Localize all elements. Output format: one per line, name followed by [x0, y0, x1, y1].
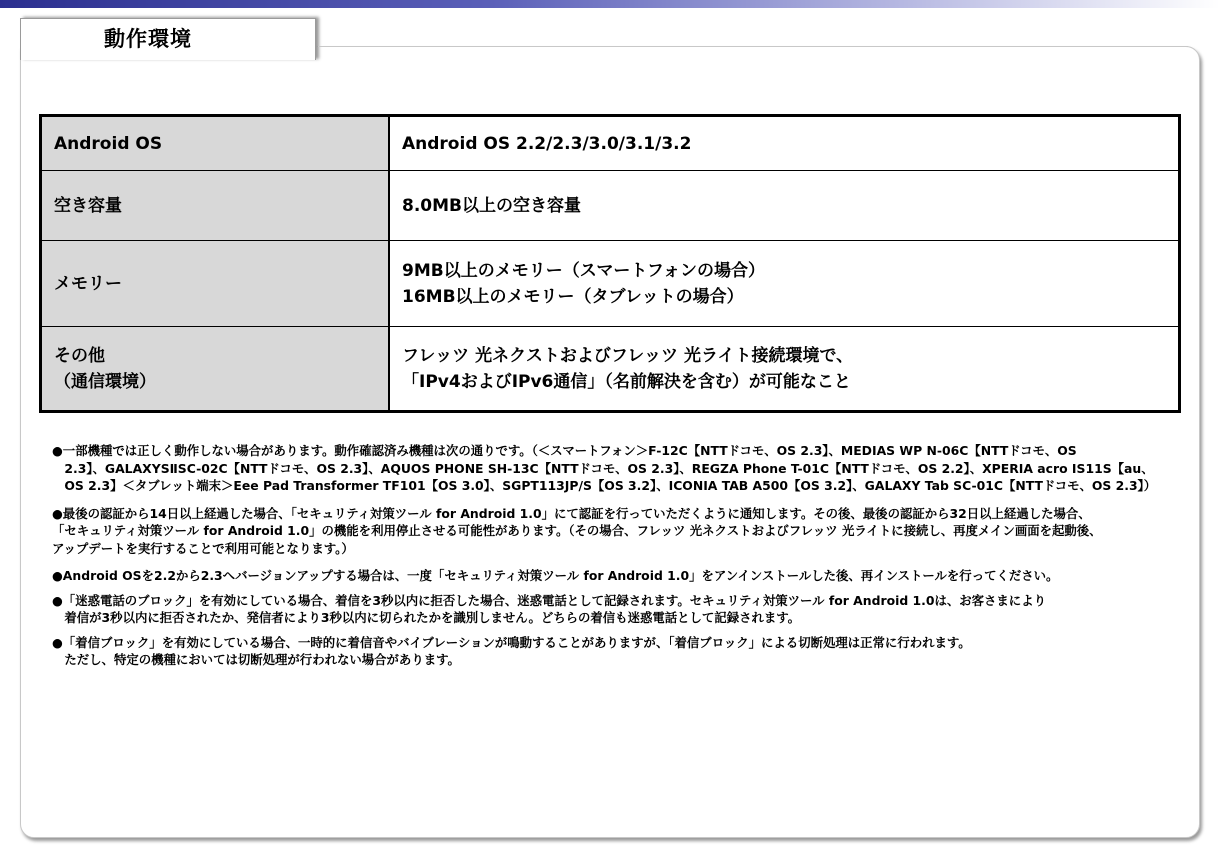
row-value-memory: 9MB以上のメモリー（スマートフォンの場合） 16MB以上のメモリー（タブレットの場合）: [389, 241, 1180, 327]
table-row: [41, 327, 1180, 412]
row-label-other: その他 （通信環境）: [41, 327, 390, 412]
top-gradient-bar: [0, 0, 1220, 8]
row-label-memory: メモリー: [41, 241, 390, 327]
note-nuisance-call-block: ●「迷惑電話のブロック」を有効にしている場合、着信を3秒以内に拒否した場合、迷惑電話として記録されます。セキュリティ対策ツール for Android 1.0は、お客さまにより 着信が3秒以内に拒否されたか、発信者により3秒以内に切られたかを識別しません。どちらの着信も迷惑電話として記録されます。: [52, 592, 1046, 625]
notes-list: [52, 442, 1192, 676]
row-value-storage: 8.0MB以上の空き容量: [389, 171, 1180, 241]
title-tab: [20, 18, 316, 60]
row-value-os: Android OS 2.2/2.3/3.0/3.1/3.2: [389, 116, 1180, 171]
row-value-other: フレッツ 光ネクストおよびフレッツ 光ライト接続環境で、 「IPv4およびIPv6通信」（名前解決を含む）が可能なこと: [389, 327, 1180, 412]
note-version-upgrade: ●Android OSを2.2から2.3へバージョンアップする場合は、一度「セキュリティ対策ツール for Android 1.0」をアンインストールした後、再インストールを行ってください。: [52, 568, 1059, 583]
row-label-storage: 空き容量: [41, 171, 390, 241]
spec-table: [39, 114, 1181, 413]
divider: [318, 46, 1188, 47]
table-row: [41, 116, 1180, 171]
note-authentication: ●最後の認証から14日以上経過した場合、「セキュリティ対策ツール for Android 1.0」にて認証を行っていただくように通知します。その後、最後の認証から32日以上経過した場合、 「セキュリティ対策ツール for Android 1.0」の機能を利用停止させる可能性があります。（その場合、フレッツ 光ネクストおよびフレッツ 光ライトに接続し、再度メイン画面を起動後、 アップデートを実行することで利用可能となります。）: [52, 505, 1102, 556]
page-title: 動作環境: [104, 26, 192, 51]
table-row: [41, 241, 1180, 327]
table-row: [41, 171, 1180, 241]
row-label-os: Android OS: [41, 116, 390, 171]
note-compatible-devices: ●一部機種では正しく動作しない場合があります。動作確認済み機種は次の通りです。（＜スマートフォン＞F-12C【NTTドコモ、OS 2.3】、MEDIAS WP N-06C【NTTドコモ、OS 2.3】、GALAXYSⅡSC-02C【NTTドコモ、OS 2.3】、AQUOS PHONE SH-13C【NTTドコモ、OS 2.3】、REGZA Phone T-01C【NTTドコモ、OS 2.2】、XPERIA acro IS11S【au、 OS 2.3】＜タブレット端末＞Eee Pad Transformer TF101【OS 3.0】、SGPT113JP/S【OS 3.2】、ICONIA TAB A500【OS 3.2】、GALAXY Tab SC-01C【NTTドコモ、OS 2.3】）: [52, 443, 1157, 493]
note-incoming-block: ●「着信ブロック」を有効にしている場合、一時的に着信音やバイブレーションが鳴動することがありますが、「着信ブロック」による切断処理は正常に行われます。 ただし、特定の機種においては切断処理が行われない場合があります。: [52, 634, 971, 667]
